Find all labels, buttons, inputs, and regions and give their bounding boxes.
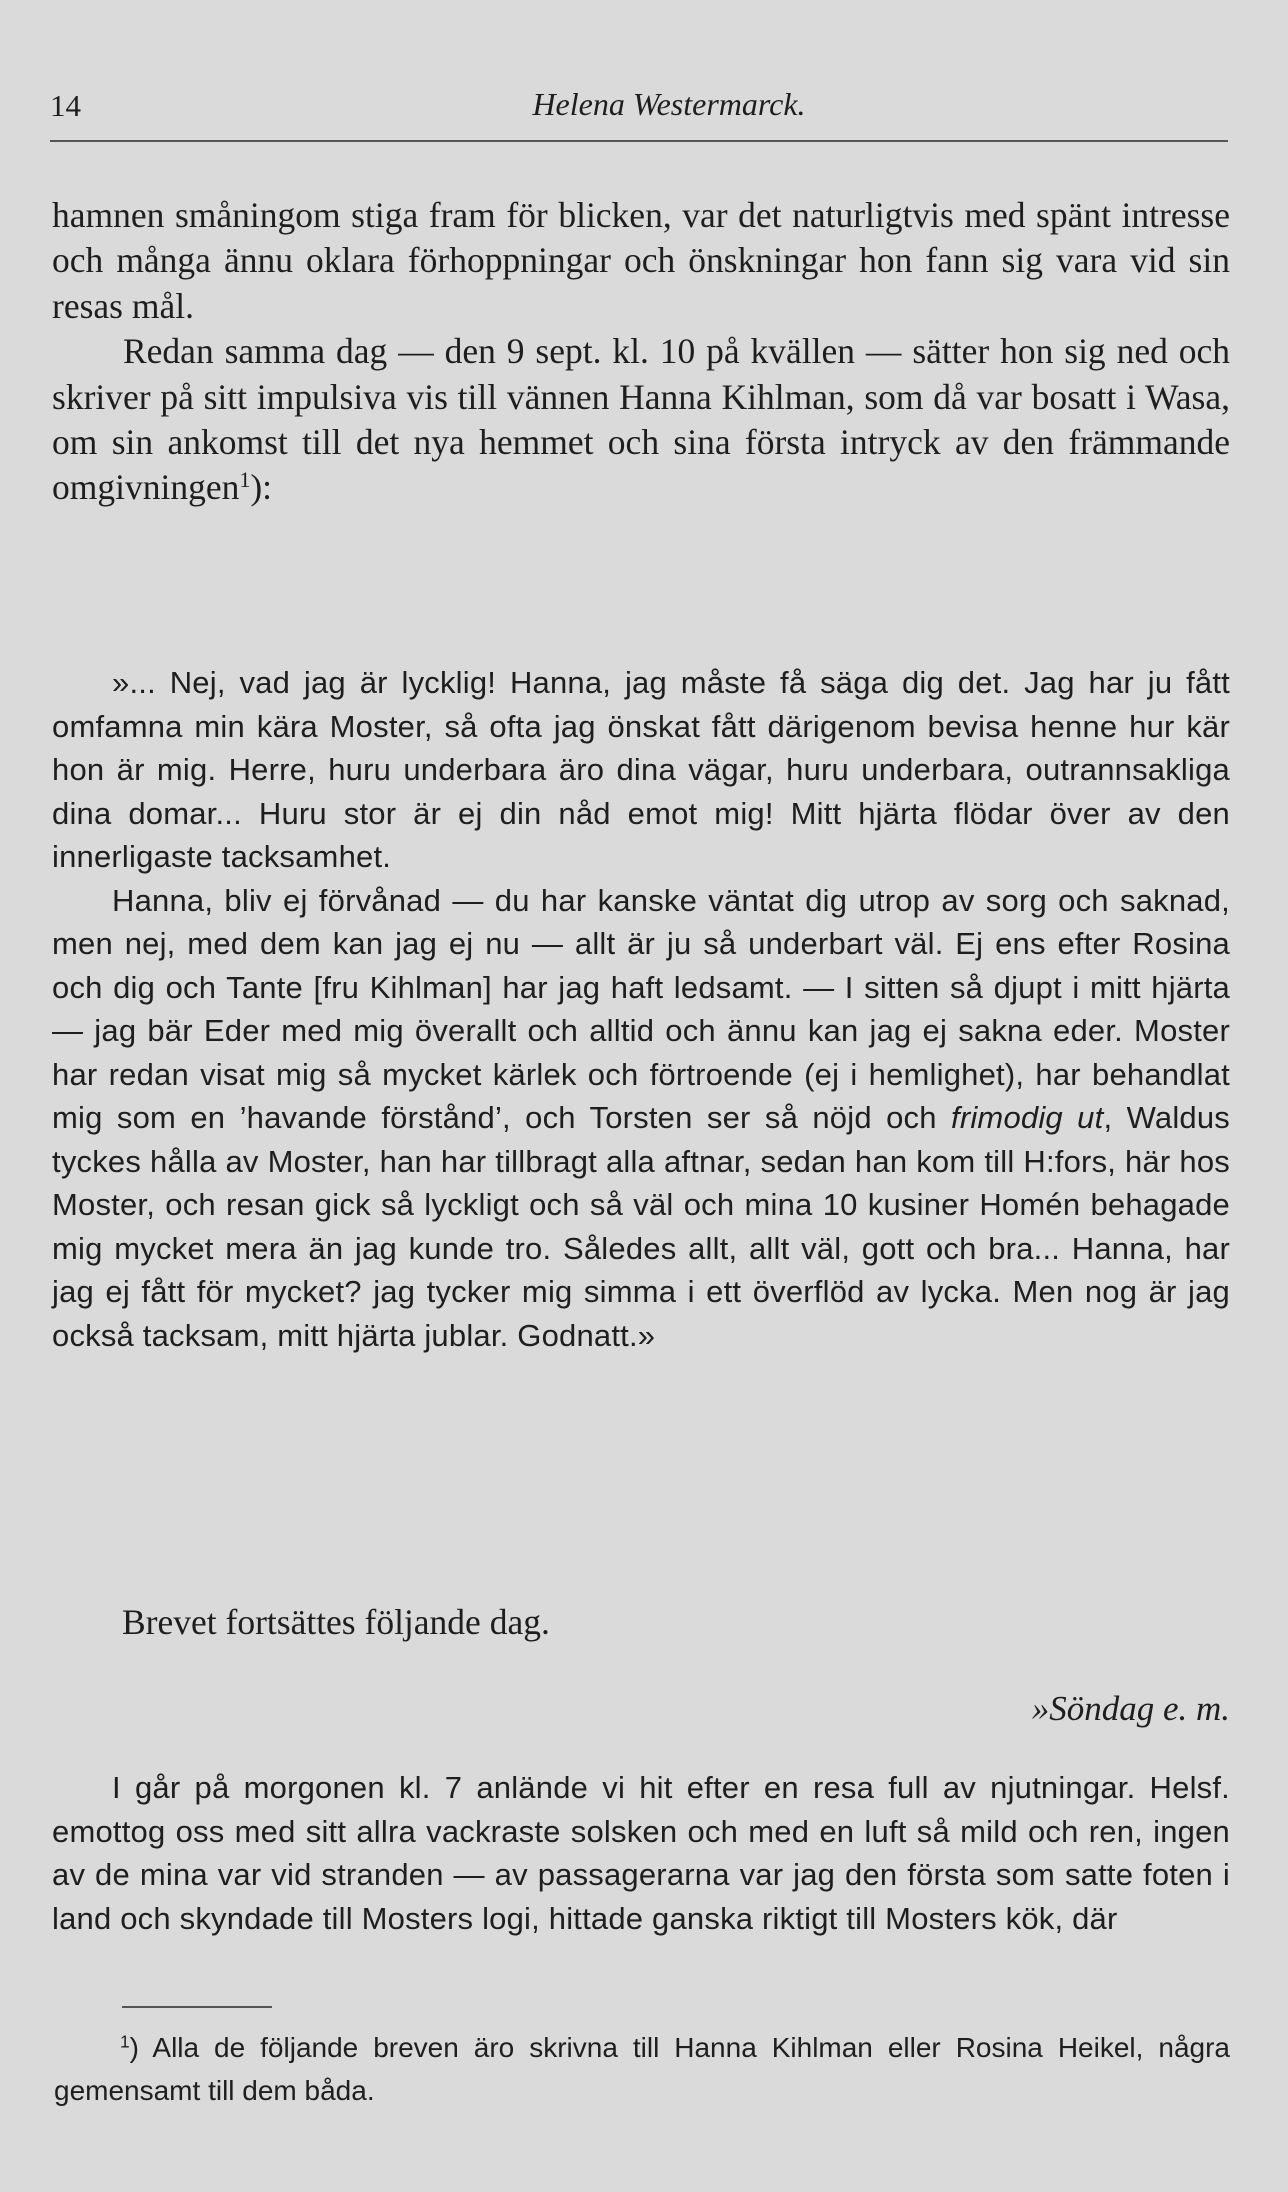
- intro-paragraph-1: hamnen småningom stiga fram för blicken, var det naturligtvis med spänt intresse och många ännu oklara förhoppningar och önskningar hon fann sig vara vid sin resas mål.: [52, 195, 1230, 326]
- intro-paragraph-2: [52, 329, 1230, 511]
- page-number: 14: [50, 88, 81, 123]
- letter-2-paragraph-1: I går på morgonen kl. 7 anlände vi hit efter en resa full av njutningar. Helsf. emottog oss med sitt allra vackraste solsken och med en luft så mild och ren, ingen av de mina var vid stranden — av passagerarna var jag den första som satte foten i land och skyndade till Mosters logi, hittade ganska riktigt till Mosters kök, där: [52, 1770, 1230, 1936]
- footnote-reference: 1: [239, 467, 251, 493]
- intro-paragraph-2-text: Redan samma dag — den 9 sept. kl. 10 på kvällen — sätter hon sig ned och skriver på sitt impulsiva vis till vännen Hanna Kihlman, som då var bosatt i Wasa, om sin ankomst till det nya hemmet och sina första intryck av den främmande omgivningen: [52, 331, 1230, 508]
- letter-1-paragraph-1: »... Nej, vad jag är lycklig! Hanna, jag måste få säga dig det. Jag har ju fått omfamna min kära Moster, så ofta jag önskat fått därigenom bevisa henne hur kär hon är mig. Herre, huru underbara äro dina vägar, huru underbara, outrannsakliga dina domar... Huru stor är ej din nåd emot mig! Mitt hjärta flödar över av den innerligaste tacksamhet.: [52, 665, 1230, 874]
- intro-text: [52, 193, 1230, 511]
- letter-dateline: »Söndag e. m.: [1031, 1689, 1230, 1728]
- letter-quote-2: [52, 1766, 1230, 1940]
- letter-1-paragraph-2: [52, 879, 1230, 1358]
- running-head: Helena Westermarck.: [532, 86, 806, 122]
- footnote-rule: [122, 2006, 272, 2008]
- letter-quote-1: [52, 661, 1230, 1357]
- continuation-note: Brevet fortsättes följande dag.: [122, 1602, 550, 1642]
- letter-1-emphasis: frimodig ut: [951, 1100, 1104, 1135]
- footnote-marker: 1: [120, 2031, 130, 2052]
- footnote: [54, 2026, 1230, 2112]
- intro-paragraph-2-tail: ):: [250, 467, 273, 508]
- page-header: [50, 84, 1228, 142]
- footnote-text: ) Alla de följande breven äro skrivna till Hanna Kihlman eller Rosina Heikel, några gemensamt till dem båda.: [54, 2032, 1230, 2106]
- letter-1-paragraph-2-part-a: Hanna, bliv ej förvånad — du har kanske väntat dig utrop av sorg och saknad, men nej, med dem kan jag ej nu — allt är ju så underbart väl. Ej ens efter Rosina och dig och Tante [fru Kihlman] har jag haft ledsamt. — I sitten så djupt i mitt hjärta — jag bär Eder med mig överallt och alltid och ännu kan jag ej sakna eder. Moster har redan visat mig så mycket kärlek och förtroende (ej i hemlighet), har behandlat mig som en ’havande förstånd’, och Torsten ser så nöjd och: [52, 882, 1230, 1135]
- letter-1-paragraph-2-part-b: , Waldus tyckes hålla av Moster, han har tillbragt alla aftnar, sedan han kom till H:fors, här hos Moster, och resan gick så lyckligt och så väl och mina 10 kusiner Homén behagade mig mycket mera än jag kunde tro. Således allt, allt väl, gott och bra... Hanna, har jag ej fått för mycket? jag tycker mig simma i ett överflöd av lycka. Men nog är jag också tacksam, mitt hjärta jublar. Godnatt.»: [52, 1100, 1230, 1353]
